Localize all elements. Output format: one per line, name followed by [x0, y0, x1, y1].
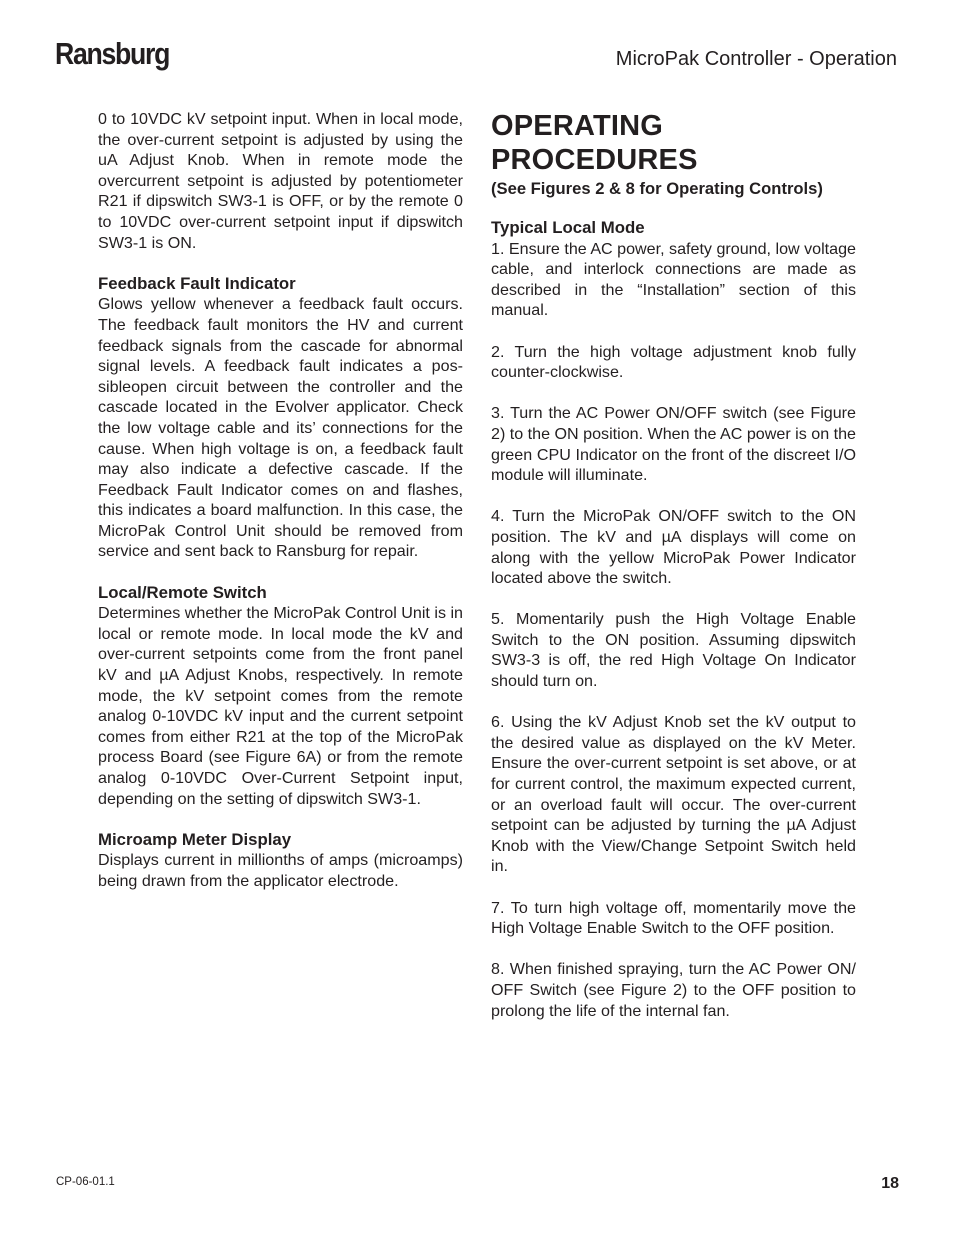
step-8: 8. When finished spraying, turn the AC Power ON/ OFF Switch (see Figure 2) to the OFF position to prolong the life of the internal fan. [491, 960, 856, 1020]
local-remote-heading: Local/Remote Switch [98, 582, 267, 602]
step-2: 2. Turn the high voltage adjustment knob fully counter-clockwise. [491, 342, 856, 382]
microamp-body: Displays current in millionths of amps (microamps) being drawn from the applicator electrode. [98, 851, 463, 890]
left-column [98, 109, 463, 912]
step-5: 5. Momentarily push the High Voltage Enable Switch to the ON position. Assuming dipswitch SW3-3 is off, the red High Voltage On Indicator should turn on. [491, 610, 856, 691]
local-mode-heading: Typical Local Mode [491, 218, 645, 237]
section-title-line2: PROCEDURES [491, 144, 698, 176]
right-column [491, 109, 856, 1042]
page-number: 18 [881, 1175, 899, 1192]
brand-logo: Ransburg [55, 36, 170, 71]
step-7: 7. To turn high voltage off, momentarily move the High Voltage Enable Switch to the OFF position. [491, 898, 856, 938]
section-subtitle: (See Figures 2 & 8 for Operating Controls) [491, 179, 823, 198]
step-4: 4. Turn the MicroPak ON/OFF switch to the ON position. The kV and µA displays will come on along with the yellow MicroPak Power Indicator located above the switch. [491, 507, 856, 588]
feedback-fault-body: Glows yellow whenever a feedback fault occurs. The feedback fault monitors the HV and current feedback signals from the cascade for abnormal signal levels. A feedback fault indicates a possibleopen circuit between the controller and the cascade located in the Evolver applicator. Check the low voltage cable and its’ connections for the cause. When high voltage is on, a feedback fault may also indicate a defective cascade. If the Feedback Fault Indicator comes on and flashes, this indicates a board malfunction. In this case, the MicroPak Control Unit should be removed from service and sent back to Ransburg for repair. [98, 295, 463, 561]
intro-paragraph: 0 to 10VDC kV setpoint input. When in local mode, the over-current setpoint is adjusted by using the uA Adjust Knob. When in remote mode the overcurrent setpoint is adjusted by potentiometer R21 if dipswitch SW3-1 is OFF, or by the remote 0 to 10VDC over-current setpoint input if dipswitch SW3-1 is ON. [98, 110, 463, 252]
step-6: 6. Using the kV Adjust Knob set the kV output to the desired value as displayed on the kV Meter. Ensure the over-current setpoint is set above, or at for current control, the maximum expected current, or an overload fault will occur. The over-current setpoint can be adjusted by turning the µA Adjust Knob with the View/Change Setpoint Switch held in. [491, 713, 856, 876]
feedback-fault-heading: Feedback Fault Indicator [98, 273, 296, 293]
document-code: CP-06-01.1 [56, 1176, 115, 1188]
microamp-heading: Microamp Meter Display [98, 829, 292, 849]
step-3: 3. Turn the AC Power ON/OFF switch (see Figure 2) to the ON position. When the AC power is on the green CPU Indicator on the front of the discreet I/O module will illuminate. [491, 404, 856, 485]
page-header-title: MicroPak Controller - Operation [615, 48, 897, 70]
local-remote-body: Determines whether the MicroPak Control Unit is in local or remote mode. In local mode the kV and over-current setpoints come from the front panel kV and µA Adjust Knobs, respectively. In remote mode, the kV setpoint comes from the remote analog 0-10VDC kV input and the current setpoint comes from either R21 at the top of the MicroPak process Board (see Figure 6A) or from the remote analog 0-10VDC Over-Current Setpoint input, depending on the setting of dipswitch SW3-1. [98, 604, 463, 808]
step-1: 1. Ensure the AC power, safety ground, low voltage cable, and interlock connections are made as described in the “Installation” section of this manual. [491, 239, 857, 320]
section-title-line1: OPERATING [491, 110, 664, 142]
